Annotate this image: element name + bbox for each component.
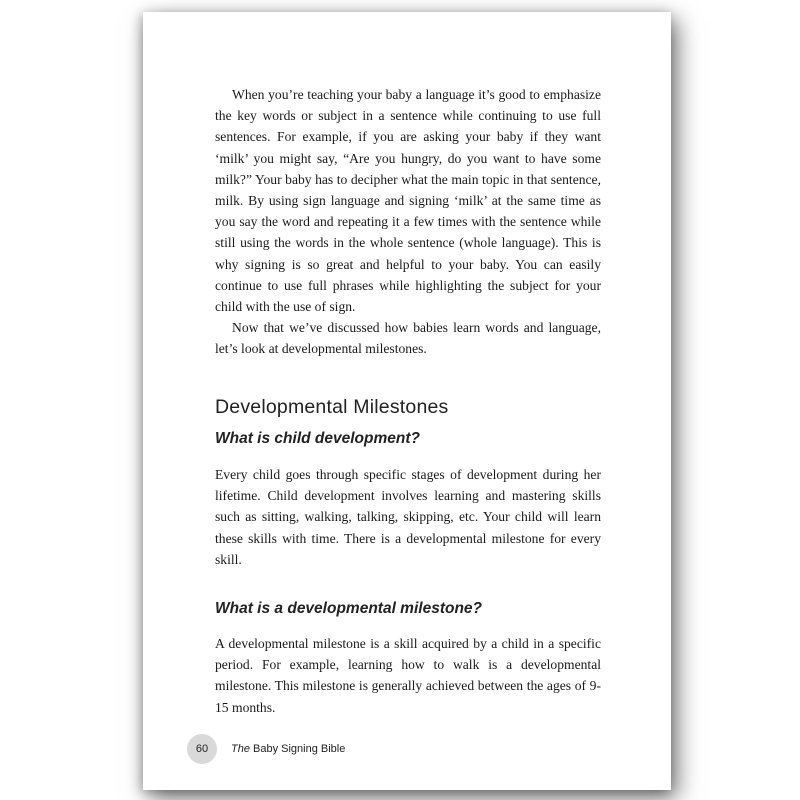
- paragraph-transition: Now that we’ve discussed how babies learn words and language, let’s look at developmental milestones.: [215, 320, 601, 357]
- running-title: [231, 743, 345, 755]
- paragraph-developmental-milestone: A developmental milestone is a skill acquired by a child in a specific period. For example, learning how to walk is a developmental milestone. This milestone is generally achieved between the ages of 9-15 months.: [215, 636, 601, 715]
- section-heading: Developmental Milestones: [215, 396, 449, 418]
- book-page: [143, 12, 671, 790]
- paragraph-child-development: Every child goes through specific stages of development during her lifetime. Child development involves learning and mastering skills such as sitting, walking, talking, skipping, etc. Your child will learn these skills with time. There is a developmental milestone for every skill.: [215, 467, 601, 567]
- page-footer: [187, 734, 345, 764]
- page-number: 60: [195, 743, 209, 755]
- subheading-developmental-milestone: What is a developmental milestone?: [215, 600, 483, 617]
- running-title-rest: Baby Signing Bible: [249, 743, 346, 755]
- paragraph-teaching-language: When you’re teaching your baby a language it’s good to emphasize the key words or subject in a sentence while continuing to use full sentences. For example, if you are asking your baby if they want ‘milk’ you might say, “Are you hungry, do you want to have some milk?” Your baby has to decipher what the main topic in that sentence, milk. By using sign language and signing ‘milk’ at the same time as you say the word and repeating it a few times with the sentence while still using the words in the whole sentence (whole language). This is why signing is so great and helpful to your baby. You can easily continue to use full phrases while highlighting the subject for your child with the use of sign.: [215, 87, 601, 315]
- body-text: [215, 84, 601, 360]
- subheading-child-development: What is child development?: [215, 430, 420, 447]
- running-title-prefix: The: [231, 743, 250, 755]
- page-number-badge: [187, 734, 217, 764]
